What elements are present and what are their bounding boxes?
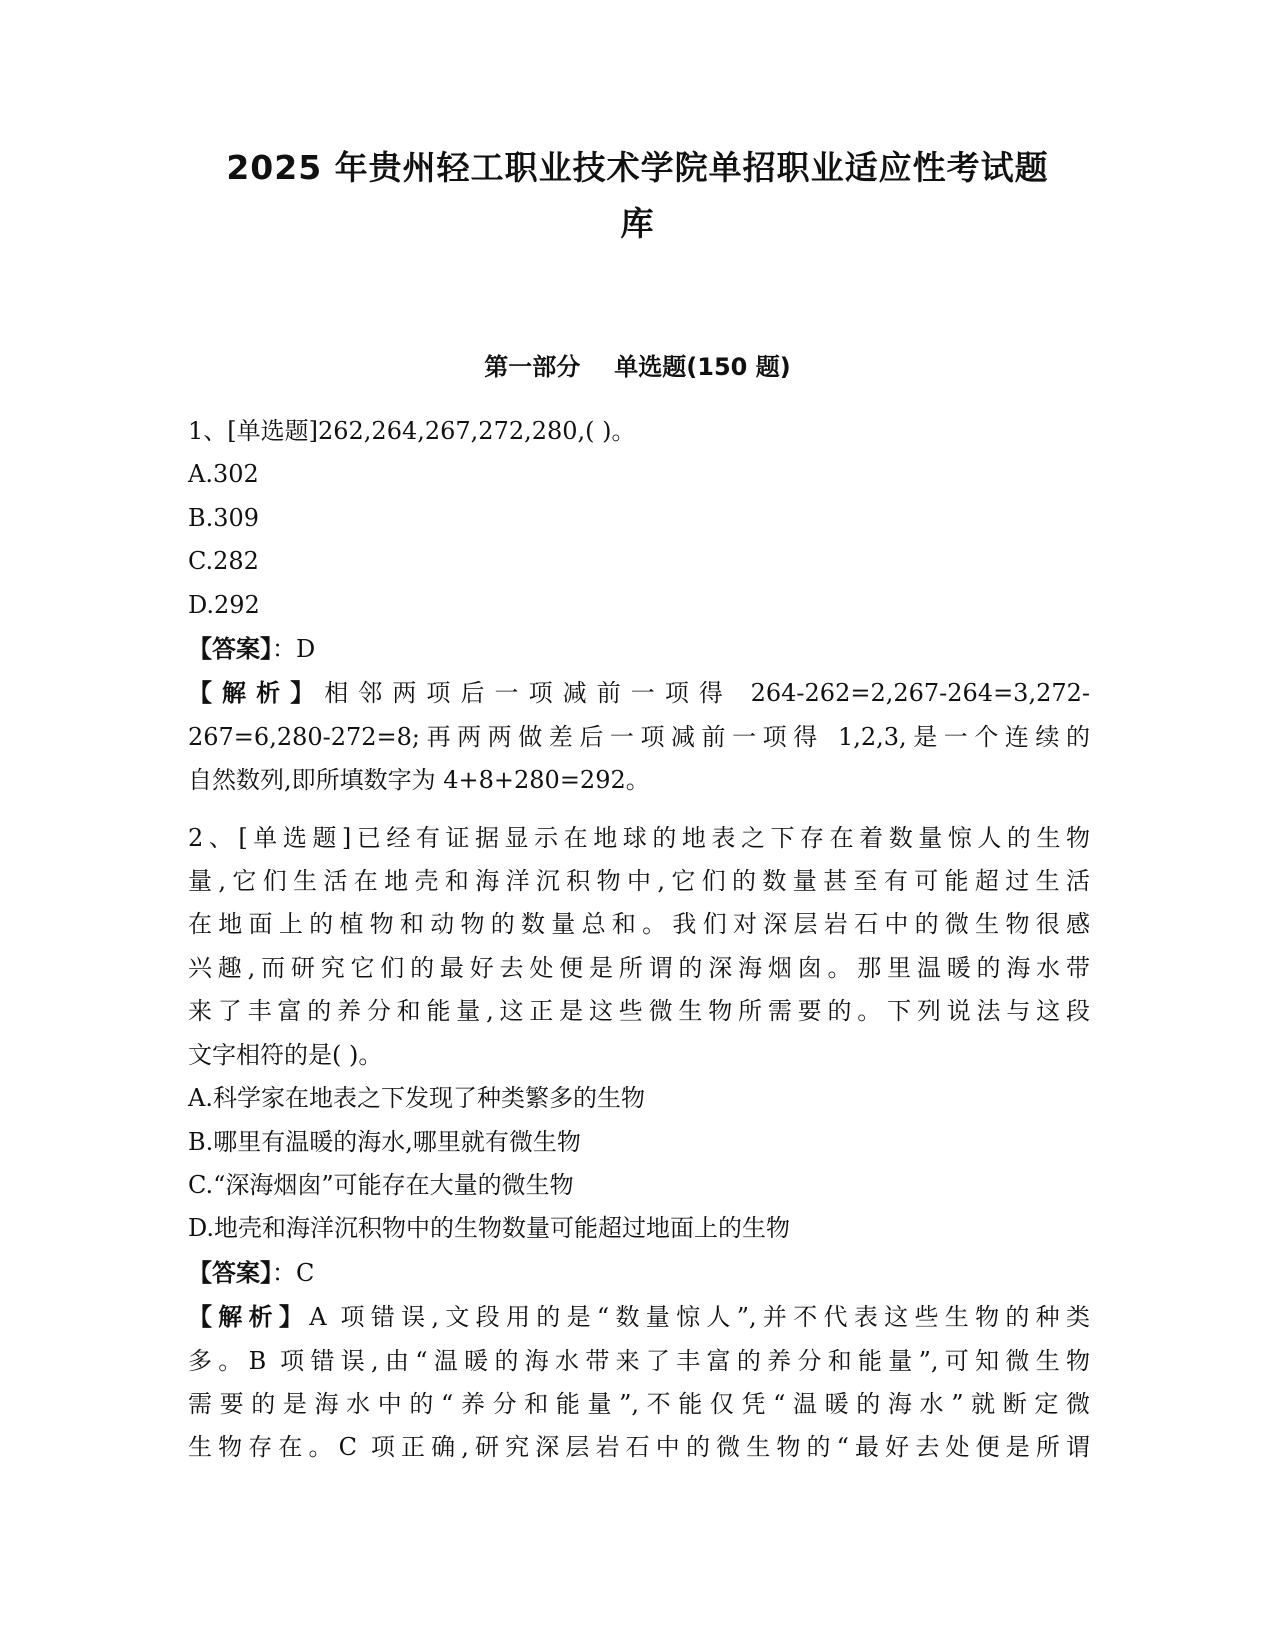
analysis-line: 需要的是海水中的“养分和能量”,不能仅凭“温暖的海水”就断定微	[188, 1389, 1090, 1418]
question-2	[188, 817, 1090, 1470]
option-b: B.哪里有温暖的海水,哪里就有微生物	[188, 1127, 581, 1156]
question-stem-line: 来了丰富的养分和能量,这正是这些微生物所需要的。下列说法与这段	[188, 997, 1090, 1026]
section-name: 单选题(150 题)	[614, 353, 791, 381]
answer-label: 【答案】	[188, 634, 272, 664]
answer-line	[188, 627, 1090, 671]
question-stem-line: 量,它们生活在地壳和海洋沉积物中,它们的数量甚至有可能超过生活	[188, 867, 1090, 896]
question-stem: 1、[单选题]262,264,267,272,280,( )。	[188, 417, 636, 445]
option-c: C.“深海烟囱”可能存在大量的微生物	[188, 1170, 574, 1199]
section-heading	[180, 350, 1095, 384]
option-d: D.292	[188, 590, 260, 619]
page-title-line-1: 2025 年贵州轻工职业技术学院单招职业适应性考试题	[226, 148, 1049, 187]
analysis-label: 【解析】	[188, 678, 325, 708]
answer-value: ：C	[272, 1258, 315, 1287]
analysis-line: 生物存在。C 项正确,研究深层岩石中的微生物的“最好去处便是所谓	[188, 1433, 1090, 1462]
option-a: A.科学家在地表之下发现了种类繁多的生物	[188, 1084, 645, 1113]
answer-value: ：D	[272, 635, 316, 664]
question-stem-line: 文字相符的是( )。	[188, 1040, 383, 1069]
analysis-text: A 项错误,文段用的是“数量惊人”,并不代表这些生物的种类	[309, 1303, 1090, 1332]
analysis-label: 【解析】	[188, 1302, 310, 1332]
option-d: D.地壳和海洋沉积物中的生物数量可能超过地面上的生物	[188, 1214, 791, 1243]
page-title-line-2: 库	[620, 204, 655, 243]
section-part: 第一部分	[484, 353, 581, 381]
analysis-line: 自然数列,即所填数字为 4+8+280=292。	[188, 766, 650, 795]
analysis-line	[188, 1295, 1090, 1339]
option-a: A.302	[188, 460, 259, 489]
page-title	[180, 140, 1095, 252]
analysis-text: 相邻两项后一项减前一项得 264-262=2,267-264=3,272-	[324, 679, 1091, 708]
question-stem-line: 在地面上的植物和动物的数量总和。我们对深层岩石中的微生物很感	[188, 910, 1090, 939]
question-stem-line: 2、[单选题]已经有证据显示在地球的地表之下存在着数量惊人的生物	[188, 823, 1090, 852]
question-stem-line: 兴趣,而研究它们的最好去处便是所谓的深海烟囱。那里温暖的海水带	[188, 953, 1090, 982]
analysis-line: 267=6,280-272=8;再两两做差后一项减前一项得 1,2,3,是一个连续的	[188, 722, 1090, 751]
option-c: C.282	[188, 547, 259, 576]
option-b: B.309	[188, 503, 260, 532]
answer-line	[188, 1251, 1090, 1295]
analysis-line	[188, 671, 1090, 715]
answer-label: 【答案】	[188, 1257, 272, 1287]
question-list	[188, 410, 1090, 1484]
analysis-line: 多。B 项错误,由“温暖的海水带来了丰富的养分和能量”,可知微生物	[188, 1346, 1090, 1375]
question-1	[188, 410, 1090, 803]
